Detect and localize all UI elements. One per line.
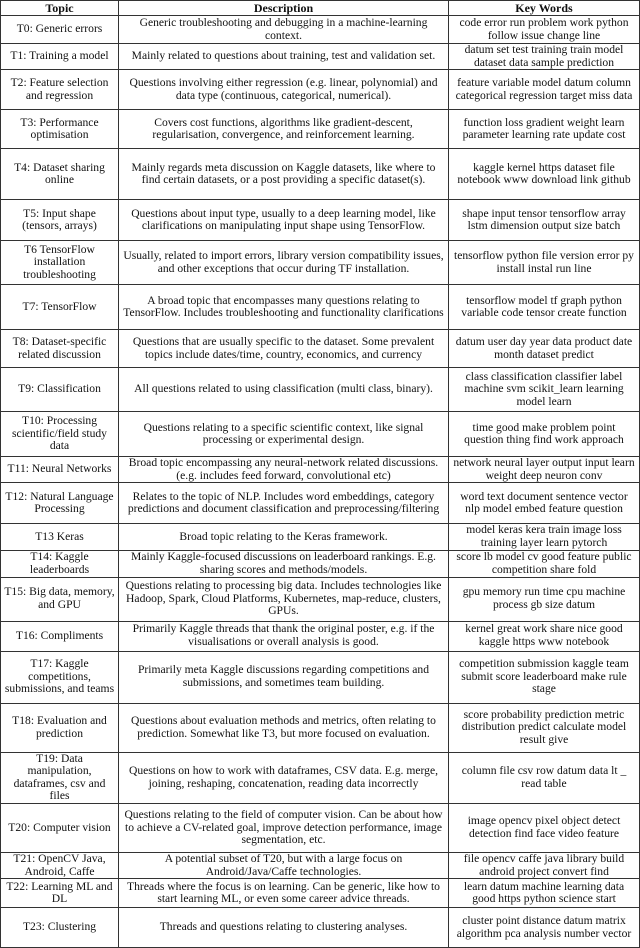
keywords-cell: tensorflow model tf graph python variable code tensor create function [449,285,640,330]
table-row [1,149,640,200]
topic-cell: T5: Input shape (tensors, arrays) [1,200,119,241]
topic-cell: T7: TensorFlow [1,285,119,330]
topic-cell: T21: OpenCV Java, Android, Caffe [1,852,119,878]
description-cell: Generic troubleshooting and debugging in a machine-learning context. [119,16,449,44]
topic-cell: T23: Clustering [1,908,119,948]
description-cell: Threads where the focus is on learning. Can be generic, like how to start learning ML, or even some career advice threads. [119,879,449,908]
description-cell: Questions involving either regression (e.g. linear, polynomial) and data type (continuous, categorical, numerical). [119,70,449,110]
table-row [1,879,640,908]
keywords-cell: word text document sentence vector nlp model embed feature question [449,483,640,524]
table-row [1,483,640,524]
keywords-cell: column file csv row datum data lt _ read table [449,752,640,803]
topic-cell: T12: Natural Language Processing [1,483,119,524]
topic-cell: T17: Kaggle competitions, submissions, and teams [1,651,119,703]
topic-cell: T0: Generic errors [1,16,119,44]
description-cell: Questions relating to processing big data. Includes technologies like Hadoop, Spark, Cloud Platforms, Kubernetes, map-reduce, clusters, GPUs. [119,577,449,621]
description-cell: Broad topic encompassing any neural-network related discussions. (e.g. includes feed forward, convolutional etc) [119,457,449,483]
topic-cell: T20: Computer vision [1,803,119,852]
table-row [1,457,640,483]
topic-cell: T18: Evaluation and prediction [1,703,119,752]
topic-cell: T1: Training a model [1,44,119,70]
description-cell: Mainly Kaggle-focused discussions on leaderboard rankings. E.g. sharing scores and methods/models. [119,550,449,577]
table-row [1,908,640,948]
keywords-cell: datum set test training train model dataset data sample prediction [449,44,640,70]
keywords-cell: feature variable model datum column categorical regression target miss data [449,70,640,110]
keywords-cell: code error run problem work python follow issue change line [449,16,640,44]
table-row [1,852,640,878]
description-cell: Threads and questions relating to clustering analyses. [119,908,449,948]
description-cell: Questions that are usually specific to the dataset. Some prevalent topics include dates/time, country, economics, and currency [119,330,449,368]
topic-cell: T4: Dataset sharing online [1,149,119,200]
table-row [1,16,640,44]
table-row [1,200,640,241]
table-row [1,412,640,457]
description-cell: All questions related to using classification (multi class, binary). [119,368,449,412]
topic-cell: T8: Dataset-specific related discussion [1,330,119,368]
keywords-cell: time good make problem point question thing find work approach [449,412,640,457]
keywords-cell: network neural layer output input learn weight deep neuron conv [449,457,640,483]
table-row [1,577,640,621]
table-row [1,703,640,752]
keywords-cell: score lb model cv good feature public competition share fold [449,550,640,577]
keywords-cell: kaggle kernel https dataset file notebook www download link github [449,149,640,200]
keywords-cell: image opencv pixel object detect detection find face video feature [449,803,640,852]
topic-cell: T13 Keras [1,524,119,550]
table-row [1,285,640,330]
description-cell: A potential subset of T20, but with a large focus on Android/Java/Caffe technologies. [119,852,449,878]
description-cell: Questions relating to the field of computer vision. Can be about how to achieve a CV-related goal, improve detection performance, image segmentation, etc. [119,803,449,852]
table-row [1,330,640,368]
keywords-cell: class classification classifier label machine svm scikit_learn learning model learn [449,368,640,412]
description-cell: Covers cost functions, algorithms like gradient-descent, regularisation, convergence, and reinforcement learning. [119,110,449,149]
table-row [1,651,640,703]
description-cell: Primarily Kaggle threads that thank the original poster, e.g. if the visualisations or overall analysis is good. [119,621,449,651]
keywords-cell: kernel great work share nice good kaggle https www notebook [449,621,640,651]
keywords-cell: tensorflow python file version error py install instal run line [449,241,640,285]
table-row [1,241,640,285]
header-row [1,1,640,16]
topic-cell: T22: Learning ML and DL [1,879,119,908]
topic-cell: T16: Compliments [1,621,119,651]
header-keywords: Key Words [449,1,640,16]
topic-cell: T15: Big data, memory, and GPU [1,577,119,621]
topic-cell: T11: Neural Networks [1,457,119,483]
table-row [1,44,640,70]
description-cell: Mainly regards meta discussion on Kaggle datasets, like where to find certain datasets, or a post providing a specific dataset(s). [119,149,449,200]
topic-cell: T6 TensorFlow installation troubleshooting [1,241,119,285]
description-cell: A broad topic that encompasses many questions relating to TensorFlow. Includes troubleshooting and functionality clarifications [119,285,449,330]
description-cell: Primarily meta Kaggle discussions regarding competitions and submissions, and sometimes team building. [119,651,449,703]
keywords-cell: score probability prediction metric distribution predict calculate model result give [449,703,640,752]
topic-cell: T3: Performance optimisation [1,110,119,149]
table-row [1,550,640,577]
keywords-cell: model keras kera train image loss training layer learn pytorch [449,524,640,550]
keywords-cell: shape input tensor tensorflow array lstm dimension output size batch [449,200,640,241]
topic-cell: T19: Data manipulation, dataframes, csv and files [1,752,119,803]
keywords-cell: file opencv caffe java library build android project convert find [449,852,640,878]
description-cell: Questions about input type, usually to a deep learning model, like clarifications on manipulating input shape using TensorFlow. [119,200,449,241]
topic-cell: T9: Classification [1,368,119,412]
table-row [1,621,640,651]
description-cell: Mainly related to questions about training, test and validation set. [119,44,449,70]
table-row [1,803,640,852]
keywords-cell: learn datum machine learning data good https python science start [449,879,640,908]
description-cell: Questions on how to work with dataframes, CSV data. E.g. merge, joining, reshaping, concatenation, reading data incorrectly [119,752,449,803]
table-row [1,368,640,412]
topic-cell: T10: Processing scientific/field study data [1,412,119,457]
table-row [1,752,640,803]
topic-cell: T14: Kaggle leaderboards [1,550,119,577]
header-topic: Topic [1,1,119,16]
description-cell: Broad topic relating to the Keras framework. [119,524,449,550]
keywords-cell: datum user day year data product date month dataset predict [449,330,640,368]
description-cell: Questions about evaluation methods and metrics, often relating to prediction. Somewhat like T3, but more focused on evaluation. [119,703,449,752]
description-cell: Usually, related to import errors, library version compatibility issues, and other exceptions that occur during TF installation. [119,241,449,285]
keywords-cell: function loss gradient weight learn parameter learning rate update cost [449,110,640,149]
table-body [1,16,640,948]
table-row [1,110,640,149]
description-cell: Questions relating to a specific scientific context, like signal processing or experimental design. [119,412,449,457]
table-row [1,524,640,550]
header-description: Description [119,1,449,16]
keywords-cell: competition submission kaggle team submit score leaderboard make rule stage [449,651,640,703]
keywords-cell: gpu memory run time cpu machine process gb size datum [449,577,640,621]
description-cell: Relates to the topic of NLP. Includes word embeddings, category predictions and document classification and preprocessing/filtering [119,483,449,524]
topic-cell: T2: Feature selection and regression [1,70,119,110]
keywords-cell: cluster point distance datum matrix algorithm pca analysis number vector [449,908,640,948]
table-row [1,70,640,110]
